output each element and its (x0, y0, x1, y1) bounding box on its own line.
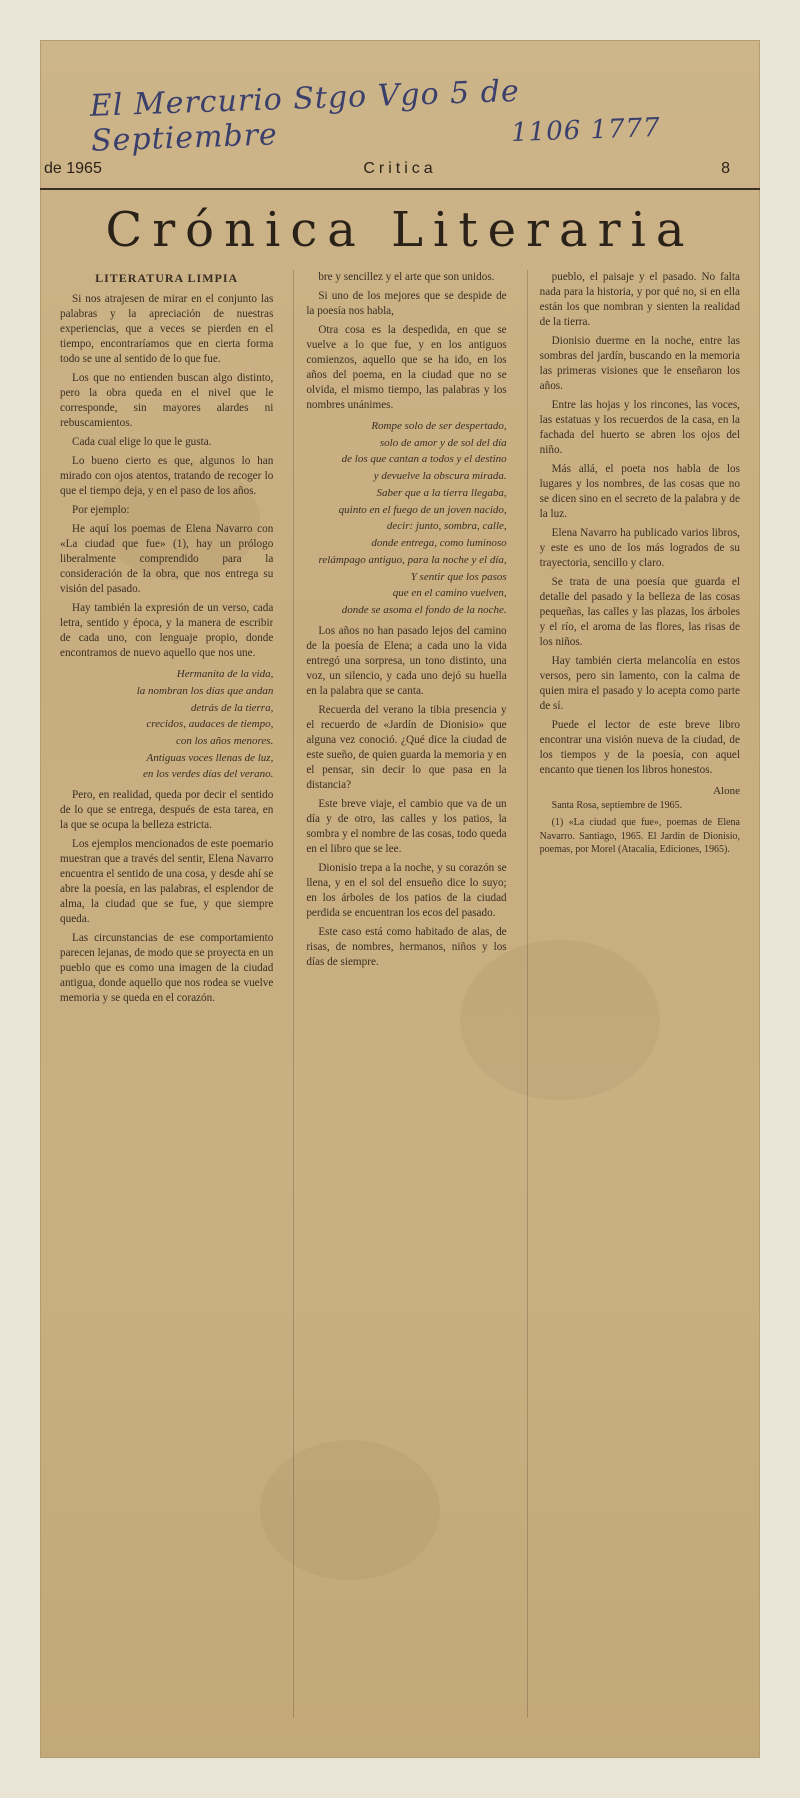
paragraph: Si nos atrajesen de mirar en el conjunto las palabras y la apreciación de nuestras experiencias, que a veces se pierden en el tiempo, encontraríamos que en cierta forma todo se une al sentido de lo que fue. (60, 293, 274, 366)
poem-line: solo de amor y de sol del día (379, 436, 507, 449)
paragraph: bre y sencillez y el arte que son unidos. (318, 271, 495, 283)
header-page-number: 8 (721, 160, 730, 177)
paragraph: Otra cosa es la despedida, en que se vuelve a lo que fue, y en los antiguos comienzos, aquello que se ha ido, en los años del poema, en la ciudad que no se olvida, el mismo tiempo, las palabras y los nombres unánimes. (306, 324, 507, 411)
poem-line: de los que cantan a todos y el destino (341, 453, 507, 466)
column-1b-paragraphs (60, 788, 273, 1006)
poem-line: crecidos, audaces de tiempo, (146, 718, 274, 731)
footnote: (1) «La ciudad que fue», poemas de Elena Navarro. Santiago, 1965. El Jardín de Dionisio, poemas, por Morel (Atacalia, Ediciones, 1965). (539, 817, 740, 855)
paragraph: Dionisio duerme en la noche, entre las sombras del jardín, buscando en la memoria las primeras visiones que le enseñaron los años. (539, 335, 740, 392)
newspaper-clipping (40, 40, 760, 1758)
author-signature: Alone (713, 785, 740, 797)
paragraph: Cada cual elige lo que le gusta. (72, 436, 212, 449)
paragraph: Los ejemplos mencionados de este poemario muestran que a través del sentir, Elena Navarro encuentra el sentido de una cosa, y desde ahí se abre la poesía, en las palabras, el esplendor de alma, la ciudad que se fue, y que siempre queda. (60, 838, 274, 926)
paragraph: Se trata de una poesía que guarda el detalle del pasado y la belleza de las cosas pequeñas, las calles y las plazas, los árboles y el río, el aroma de las flores, las risas de los niños. (539, 576, 740, 648)
paragraph: pueblo, el paisaje y el pasado. No falta nada para la historia, y por qué no, si en ella están los que nombran y sienten la realidad de la tierra. (539, 271, 740, 328)
poem-line: Rompe solo de ser despertado, (371, 420, 507, 432)
poem-line: la nombran los días que andan (136, 684, 274, 697)
column-3 (527, 270, 740, 1718)
poem-line: relámpago antiguo, para la noche y el día, (318, 553, 507, 566)
handwritten-number: 1106 1777 (510, 112, 662, 149)
paragraph: Hay también la expresión de un verso, cada letra, sentido y época, y la manera de escribir de cada uno, con lenguaje propio, donde encontramos de nuevo aquello que nos une. (60, 602, 274, 660)
poem-line: quinto en el fuego de un joven nacido, (338, 503, 507, 516)
poem-excerpt-1 (60, 667, 273, 782)
poem-line: y devuelve la obscura mirada. (373, 470, 507, 483)
dateline: Santa Rosa, septiembre de 1965. (551, 799, 683, 811)
paragraph: Los que no entienden buscan algo distinto, pero la obra queda en el nivel que le corresponde, sin mayores alardes ni rebuscamientos. (60, 372, 274, 430)
paragraph: Los años no han pasado lejos del camino de la poesía de Elena; a cada uno la vida entregó una sorpresa, un tono distinto, una voz, un silencio, y cada uno dejó su huella en la palabra que se canta. (306, 624, 507, 697)
poem-line: que en el camino vuelven, (392, 587, 507, 600)
paragraph: He aquí los poemas de Elena Navarro con «La ciudad que fue» (1), hay un prólogo liberalmente comprendido para la consideración de la obra, que nos entrega su visión del pasado. (60, 523, 274, 596)
paragraph: Puede el lector de este breve libro encontrar una visión nueva de la ciudad, de los tiempos y de la poesía, con aquel encanto que tienen los libros honestos. (539, 719, 740, 776)
paragraph: Dionisio trepa a la noche, y su corazón se llena, y en el sol del ensueño dice lo suyo; en los árboles de los patios de la ciudad perdida se encuentran los ecos del pasado. (306, 861, 507, 919)
paragraph: Si uno de los mejores que se despide de la poesía nos habla, (306, 290, 507, 317)
article-body (60, 270, 740, 1718)
poem-line: en los verdes días del verano. (142, 768, 274, 781)
paragraph: Recuerda del verano la tibia presencia y el recuerdo de «Jardín de Dionisio» que alguna vez conoció. ¿Qué dice la ciudad de este sueño, de quien guarda la memoria y en el pensar, sin decir lo que pasa en la distancia? (306, 703, 507, 791)
column-1-paragraphs (60, 292, 273, 661)
poem-line: donde entrega, como luminoso (371, 537, 507, 550)
handwritten-source-date: El Mercurio Stgo Vgo 5 de Septiembre (89, 73, 521, 159)
handwritten-annotation (89, 47, 712, 159)
paragraph: Las circunstancias de ese comportamiento parecen lejanas, de modo que se proyecta en un pueblo que es como una imagen de la ciudad antigua, donde aquello que nos rodea se vuelve memoria y se queda en el corazón. (60, 932, 274, 1005)
column-2-paragraphs (306, 270, 506, 413)
article-title: Crónica Literaria (105, 202, 695, 258)
paragraph: Este caso está como habitado de alas, de risas, de nombres, hermanos, niños y los días de siempre. (306, 925, 507, 968)
paragraph: Hay también cierta melancolía en estos versos, pero sin lamento, con la calma de quien mira el pasado y lo acepta como parte de sí. (539, 655, 740, 712)
paragraph: Más allá, el poeta nos habla de los lugares y los nombres, de las cosas que no se dicen sino en el secreto de la palabra y de la luz. (539, 463, 740, 520)
poem-line: detrás de la tierra, (190, 701, 274, 714)
poem-line: Hermanita de la vida, (176, 668, 274, 681)
paragraph: Por ejemplo: (72, 504, 130, 517)
paragraph: Este breve viaje, el cambio que va de un día y de otro, las calles y los patios, la sombra y el nombre de las cosas, todo queda en el libro que se lee. (306, 797, 507, 855)
poem-line: con los años menores. (175, 735, 274, 748)
paragraph: Elena Navarro ha publicado varios libros, y este es uno de los más logrados de su trayectoria, sencillo y claro. (539, 527, 740, 569)
column-1 (60, 270, 273, 1718)
page-header (40, 148, 760, 190)
header-date: de 1965 (44, 160, 102, 177)
poem-line: Saber que a la tierra llegaba, (376, 486, 507, 499)
paragraph: Entre las hojas y los rincones, las voces, las estatuas y los recuerdos de la casa, en la fachada del huerto se abren los ojos del niño. (539, 399, 740, 456)
poem-line: donde se asoma el fondo de la noche. (341, 604, 507, 617)
poem-line: decir: junto, sombra, calle, (386, 520, 507, 533)
poem-line: Y sentir que los pasos (410, 570, 507, 583)
paragraph: Lo bueno cierto es que, algunos lo han mirado con ojos atentos, tratando de recoger lo que el tiempo deja, y en el paso de los años. (60, 455, 274, 498)
poem-line: Antiguas voces llenas de luz, (146, 751, 274, 764)
paragraph: Pero, en realidad, queda por decir el sentido de lo que se entrega, después de esta tarea, en la que se ocupa la belleza estricta. (60, 789, 274, 832)
header-section: Critica (363, 160, 437, 177)
column-2 (293, 270, 506, 1718)
article-subheading: LITERATURA LIMPIA (95, 271, 239, 285)
column-2b-paragraphs (306, 624, 506, 970)
poem-excerpt-2 (306, 419, 506, 618)
column-3-paragraphs (540, 270, 740, 778)
